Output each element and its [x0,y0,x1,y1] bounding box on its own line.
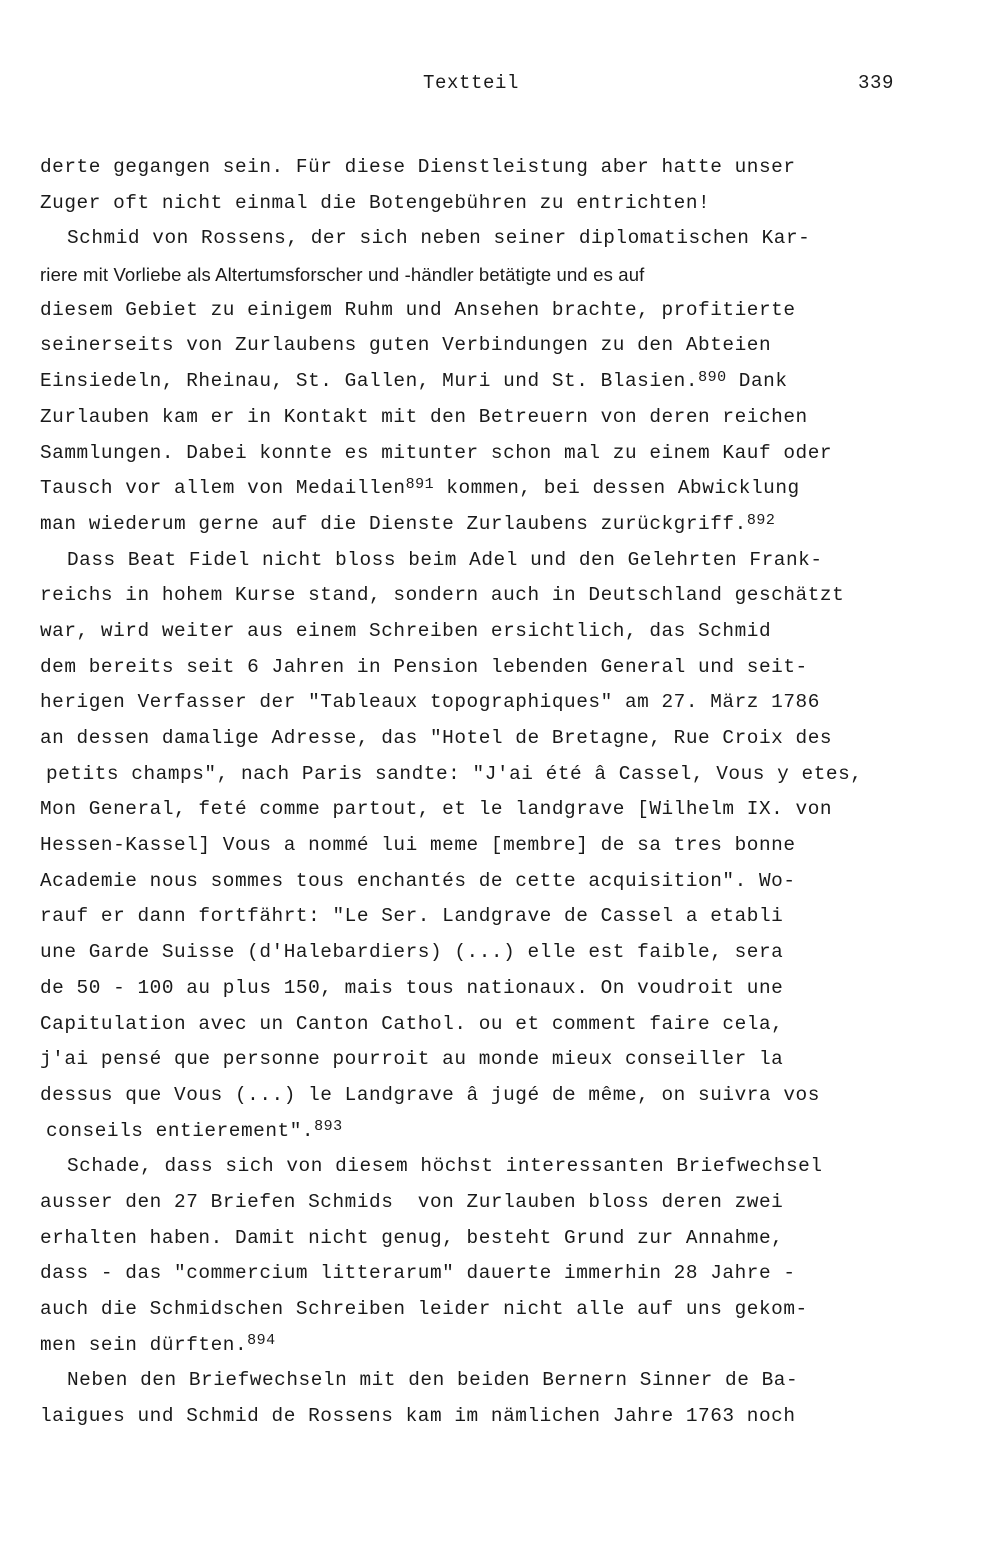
text-line [40,293,955,329]
text-line [40,507,955,543]
line-text: war, wird weiter aus einem Schreiben ersichtlich, das Schmid [40,619,772,642]
text-line [40,650,955,686]
body-text [40,150,955,1435]
paragraph-start-line [40,1149,955,1185]
line-text-continued: Dank [726,370,788,393]
text-line [40,1185,955,1221]
line-text: seinerseits von Zurlaubens guten Verbindungen zu den Abteien [40,334,772,357]
line-text: Schmid von Rossens, der sich neben seiner diplomatischen Kar- [67,227,811,250]
text-line [40,1221,955,1257]
footnote-marker: 890 [698,368,727,386]
text-line [40,364,955,400]
line-text: reichs in hohem Kurse stand, sondern auch in Deutschland geschätzt [40,584,845,607]
paragraph-start-line [40,1363,955,1399]
line-text: Zurlauben kam er in Kontakt mit den Betreuern von deren reichen [40,405,808,428]
text-line [40,436,955,472]
line-text: Hessen-Kassel] Vous a nommé lui meme [membre] de sa tres bonne [40,834,796,857]
text-line [40,328,955,364]
footnote-marker: 892 [746,511,776,529]
line-text: Mon General, feté comme partout, et le landgrave [Wilhelm IX. von [40,798,833,821]
paragraph-start-line [40,543,955,579]
text-line [40,757,955,793]
line-text: petits champs", nach Paris sandte: "J'ai été â Cassel, Vous y etes, [46,762,863,785]
line-text: Tausch vor allem von Medaillen [40,477,406,500]
text-line [40,578,955,614]
line-text: conseils entierement". [46,1119,315,1142]
text-line [40,400,955,436]
page-number: 339 [858,72,895,94]
line-text: dessus que Vous (...) le Landgrave â jugé de même, on suivra vos [40,1083,820,1106]
line-text-continued: kommen, bei dessen Abwicklung [434,477,800,500]
text-line [40,971,955,1007]
text-line [40,721,955,757]
line-text: diesem Gebiet zu einigem Ruhm und Ansehen brachte, profitierte [40,298,796,321]
text-line [40,257,955,293]
text-line [40,1007,955,1043]
line-text: auch die Schmidschen Schreiben leider nicht alle auf uns gekom- [40,1298,808,1320]
footnote-marker: 893 [314,1118,343,1136]
text-line [40,685,955,721]
line-text: herigen Verfasser der "Tableaux topographiques" am 27. März 1786 [40,691,820,714]
line-text: riere mit Vorliebe als Altertumsforscher und -händler betätigte und es auf [40,264,645,286]
line-text: Dass Beat Fidel nicht bloss beim Adel und den Gelehrten Frank- [67,548,823,571]
line-text: derte gegangen sein. Für diese Dienstleistung aber hatte unser [40,156,796,178]
paragraph-start-line [40,221,955,257]
text-line [40,828,955,864]
text-line [40,1114,955,1150]
line-text: Zuger oft nicht einmal die Botengebühren zu entrichten! [40,191,711,214]
text-line [40,614,955,650]
line-text: Einsiedeln, Rheinau, St. Gallen, Muri und St. Blasien. [40,370,699,393]
text-line [40,1042,955,1078]
line-text: erhalten haben. Damit nicht genug, besteht Grund zur Annahme, [40,1226,784,1249]
line-text: laigues und Schmid de Rossens kam im nämlichen Jahre 1763 noch [40,1405,796,1428]
line-text: dass - das "commercium litterarum" dauerte immerhin 28 Jahre - [40,1262,796,1285]
footnote-marker: 891 [405,475,435,493]
text-line [40,864,955,900]
line-text: j'ai pensé que personne pourroit au monde mieux conseiller la [40,1048,784,1071]
line-text: Capitulation avec un Canton Cathol. ou et comment faire cela, [40,1012,784,1035]
text-line [40,1399,955,1435]
text-line [40,1328,955,1364]
text-line [40,150,955,186]
line-text: Sammlungen. Dabei konnte es mitunter schon mal zu einem Kauf oder [40,441,833,464]
footnote-marker: 894 [247,1332,276,1350]
line-text: Academie nous sommes tous enchantés de cette acquisition". Wo- [40,869,796,892]
line-text: dem bereits seit 6 Jahren in Pension lebenden General und seit- [40,655,808,678]
running-title: Textteil [423,72,520,94]
text-line [40,186,955,222]
line-text: man wiederum gerne auf die Dienste Zurlaubens zurückgriff. [40,512,747,535]
line-text: de 50 - 100 au plus 150, mais tous nationaux. On voudroit une [40,976,784,999]
text-line [40,935,955,971]
line-text: an dessen damalige Adresse, das "Hotel de Bretagne, Rue Croix des [40,727,833,749]
text-line [40,1292,955,1328]
line-text: une Garde Suisse (d'Halebardiers) (...) elle est faible, sera [40,941,784,964]
page-header [0,72,1000,100]
line-text: ausser den 27 Briefen Schmids von Zurlauben bloss deren zwei [40,1190,784,1213]
text-line [40,792,955,828]
line-text: Schade, dass sich von diesem höchst interessanten Briefwechsel [67,1155,823,1178]
line-text: Neben den Briefwechseln mit den beiden Bernern Sinner de Ba- [67,1369,799,1392]
line-text: rauf er dann fortfährt: "Le Ser. Landgrave de Cassel a etabli [40,905,784,928]
text-line [40,1078,955,1114]
text-line [40,471,955,507]
text-line [40,899,955,935]
line-text: men sein dürften. [40,1333,248,1356]
text-line [40,1256,955,1292]
